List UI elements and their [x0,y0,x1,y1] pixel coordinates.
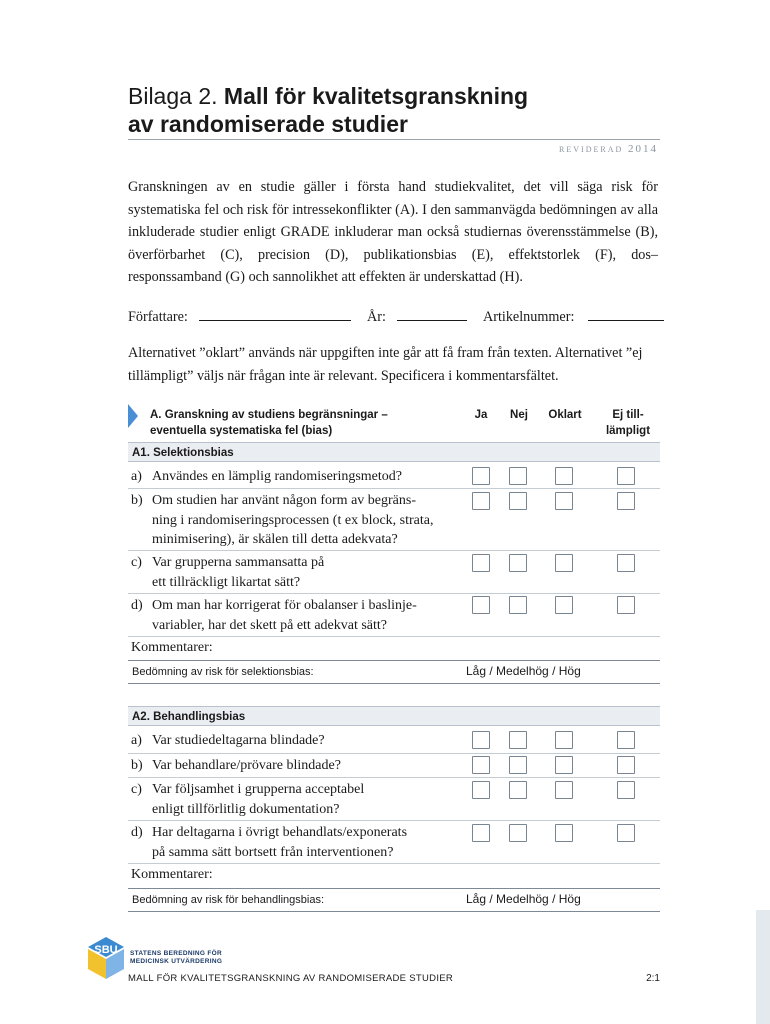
question-a2-c: c) Var följsamhet i grupperna acceptabel enligt tillförlitlig dokumentation? [131,782,365,817]
assessment-label: Bedömning av risk för behandlingsbias: [132,894,325,906]
article-number-label: Artikelnummer: [482,309,575,325]
checkbox-a1-a-nej[interactable] [509,467,527,485]
row-divider [128,753,660,754]
checkbox-a2-b-oklart[interactable] [555,756,573,774]
checkbox-a1-c-ej-tillampligt[interactable] [617,554,635,572]
checkbox-a2-d-oklart[interactable] [555,824,573,842]
section-header-treatment-bias: A2. Behandlingsbias [128,706,660,726]
question-a1-b: b) Om studien har använt någon form av begräns- ning i randomiseringsprocessen (t ex block, strata, minimisering), är skälen till detta adekvata? [131,493,434,547]
column-header-nej: Nej [510,409,528,421]
question-a2-a: a) Var studiedeltagarna blindade? [131,733,325,748]
comments-label: Kommentarer: [131,867,213,882]
checkbox-a1-a-ja[interactable] [472,467,490,485]
checkbox-a2-c-oklart[interactable] [555,781,573,799]
section-header-selection-bias: A1. Selektionsbias [128,442,660,462]
row-divider [128,820,660,821]
checkbox-a1-c-ja[interactable] [472,554,490,572]
assessment-label: Bedömning av risk för selektionsbias: [132,666,314,678]
title-prefix: Bilaga 2. [128,83,218,109]
page-number: 2:1 [646,973,660,984]
checkbox-a1-b-ej-tillampligt[interactable] [617,492,635,510]
row-divider [128,593,660,594]
comments-label: Kommentarer: [131,640,213,655]
checkbox-a1-c-nej[interactable] [509,554,527,572]
sbu-logo-text: SBU [94,944,118,956]
author-label: Författare: [128,309,188,325]
question-a1-a: a) Användes en lämplig randomiseringsmetod? [131,469,402,484]
table-header-title: A. Granskning av studiens begränsningar – eventuella systematiska fel (bias) [150,409,388,437]
question-a1-d: d) Om man har korrigerat för obalanser i baslinje- variabler, har det skett på ett adekvat sätt? [131,598,417,633]
title-main-line2: av randomiserade studier [128,111,408,137]
checkbox-a1-b-nej[interactable] [509,492,527,510]
year-label: År: [366,309,386,325]
checkbox-a1-d-ja[interactable] [472,596,490,614]
checkbox-a2-d-ej-tillampligt[interactable] [617,824,635,842]
metadata-fields [128,306,658,326]
checkbox-a2-c-ej-tillampligt[interactable] [617,781,635,799]
checkbox-a1-d-oklart[interactable] [555,596,573,614]
column-header-ja: Ja [474,409,488,421]
checkbox-a1-a-oklart[interactable] [555,467,573,485]
revision-label: reviderad 2014 [559,143,658,155]
author-field[interactable] [199,306,351,321]
title-divider [128,139,660,140]
checkbox-a1-d-ej-tillampligt[interactable] [617,596,635,614]
question-a2-b: b) Var behandlare/prövare blindade? [131,758,341,773]
page-title [128,82,528,110]
instructions-paragraph: Alternativet ”oklart” används när uppgiften inte går att få fram från texten. Alternativet ”ej tillämpligt” väljs när frågan inte är relevant. Specificera i kommentarsfältet. [128,345,643,384]
organization-name: STATENS BEREDNING FÖR MEDICINSK UTVÄRDERING [130,950,223,965]
sbu-logo [86,935,126,981]
row-divider [128,863,660,864]
checkbox-a1-b-oklart[interactable] [555,492,573,510]
row-divider [128,550,660,551]
row-divider [128,488,660,489]
section-marker-icon [128,404,138,428]
assessment-row-treatment-bias [128,888,660,912]
checkbox-a2-a-ej-tillampligt[interactable] [617,731,635,749]
page-edge-bar [756,910,770,1024]
checkbox-a2-b-ej-tillampligt[interactable] [617,756,635,774]
checkbox-a1-a-ej-tillampligt[interactable] [617,467,635,485]
checkbox-a2-b-ja[interactable] [472,756,490,774]
column-header-ej-tillampligt: Ej till- lämpligt [605,409,651,437]
checkbox-a2-a-ja[interactable] [472,731,490,749]
checkbox-a2-a-oklart[interactable] [555,731,573,749]
year-field[interactable] [397,306,467,321]
question-a1-c: c) Var grupperna sammansatta på ett tillräckligt likartat sätt? [131,555,325,590]
checkbox-a1-d-nej[interactable] [509,596,527,614]
row-divider [128,636,660,637]
checkbox-a2-d-nej[interactable] [509,824,527,842]
assessment-options[interactable]: Låg / Medelhög / Hög [466,892,581,906]
checkbox-a2-c-nej[interactable] [509,781,527,799]
checkbox-a2-d-ja[interactable] [472,824,490,842]
checkbox-a1-b-ja[interactable] [472,492,490,510]
article-number-field[interactable] [588,306,664,321]
title-main-line1: Mall för kvalitetsgranskning [223,83,529,109]
question-a2-d: d) Har deltagarna i övrigt behandlats/exponerats på samma sätt bortsett från interventionen? [131,825,408,860]
checkbox-a1-c-oklart[interactable] [555,554,573,572]
column-header-oklart: Oklart [548,409,582,421]
footer-document-title: MALL FÖR KVALITETSGRANSKNING AV RANDOMISERADE STUDIER [128,973,454,984]
checkbox-a2-c-ja[interactable] [472,781,490,799]
assessment-row-selection-bias [128,660,660,684]
row-divider [128,777,660,778]
checkbox-a2-b-nej[interactable] [509,756,527,774]
checkbox-a2-a-nej[interactable] [509,731,527,749]
intro-paragraph: Granskningen av en studie gäller i första hand studiekvalitet, det vill säga risk för systematiska fel och risk för intressekonflikter (A). I den sammanvägda bedömningen av alla inkluderade studier enligt GRADE inkluderar man också studiernas överensstämmelse (B), överförbarhet (C), precision (D), publikationsbias (E), effektstorlek (F), dos–responssamband (G) och sannolikhet att effekten är underskattad (H). [128,179,658,286]
assessment-options[interactable]: Låg / Medelhög / Hög [466,664,581,678]
